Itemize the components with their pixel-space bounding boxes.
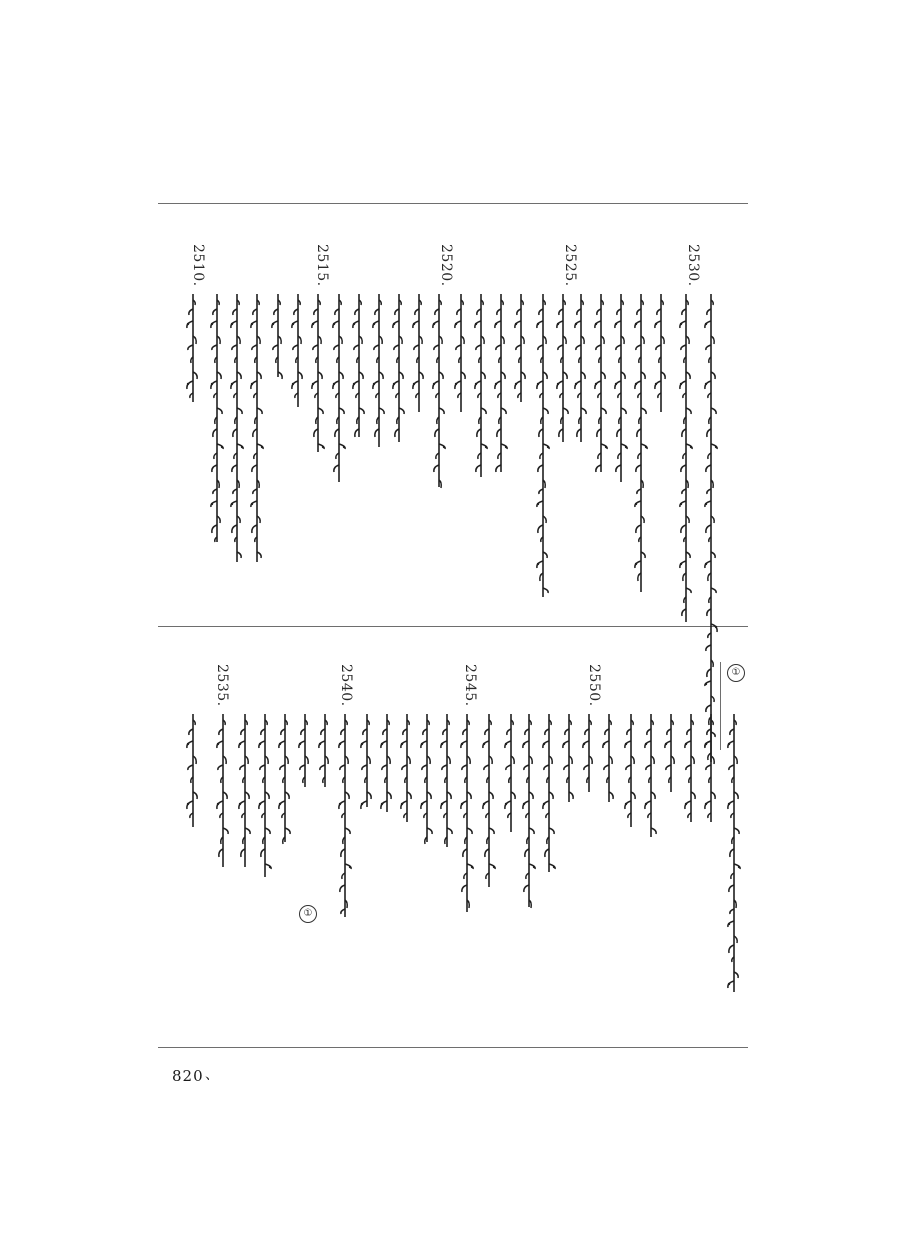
script-column — [290, 292, 310, 413]
script-column — [331, 292, 351, 488]
script-column — [297, 712, 317, 793]
script-column — [337, 712, 357, 923]
top-rule — [158, 203, 748, 204]
script-column — [411, 292, 431, 418]
script-column — [703, 292, 723, 768]
script-column — [481, 712, 501, 893]
line-number-2510: 2510. — [190, 244, 206, 287]
line-number-2520: 2520. — [438, 244, 454, 287]
script-column — [513, 292, 533, 408]
script-column — [270, 292, 290, 383]
script-column — [643, 712, 663, 843]
script-column — [391, 292, 411, 448]
middle-rule — [158, 626, 748, 627]
script-column — [678, 292, 698, 628]
script-column — [561, 712, 581, 808]
footnote-reference: ① — [299, 905, 317, 923]
line-number-2535: 2535. — [214, 664, 230, 707]
script-column — [459, 712, 479, 918]
script-column — [317, 712, 337, 793]
line-number-2540: 2540. — [338, 664, 354, 707]
script-column — [277, 712, 297, 848]
script-column — [431, 292, 451, 493]
script-column — [371, 292, 391, 453]
script-column — [581, 712, 601, 798]
script-column — [703, 712, 723, 828]
script-column — [633, 292, 653, 598]
script-column — [439, 712, 459, 853]
script-column — [555, 292, 575, 448]
script-column — [399, 712, 419, 828]
script-column — [683, 712, 703, 828]
script-column — [185, 712, 205, 833]
script-column — [613, 292, 633, 488]
script-column — [623, 712, 643, 833]
footnote-marker: ① — [727, 664, 745, 682]
script-column — [237, 712, 257, 873]
script-column — [351, 292, 371, 443]
script-column — [419, 712, 439, 848]
line-number-2530: 2530. — [685, 244, 701, 287]
line-number-2515: 2515. — [314, 244, 330, 287]
script-column — [473, 292, 493, 483]
script-column — [663, 712, 683, 798]
line-number-2550: 2550. — [586, 664, 602, 707]
script-column — [726, 712, 746, 998]
script-column — [503, 712, 523, 838]
script-column — [249, 292, 269, 568]
line-number-2525: 2525. — [562, 244, 578, 287]
script-column — [185, 292, 205, 408]
script-column — [521, 712, 541, 913]
script-column — [209, 292, 229, 548]
script-column — [379, 712, 399, 818]
script-column — [541, 712, 561, 878]
line-number-2545: 2545. — [462, 664, 478, 707]
page-number: 820 — [172, 1067, 204, 1085]
script-column — [593, 292, 613, 478]
script-column — [653, 292, 673, 418]
bottom-rule — [158, 1047, 748, 1048]
script-column — [229, 292, 249, 568]
script-column — [601, 712, 621, 808]
script-column — [493, 292, 513, 478]
script-column — [453, 292, 473, 418]
script-column — [215, 712, 235, 873]
page-mark: 、 — [205, 1067, 219, 1083]
script-column — [359, 712, 379, 813]
script-column — [257, 712, 277, 883]
script-column — [310, 292, 330, 458]
script-column — [535, 292, 555, 603]
script-column — [573, 292, 593, 448]
